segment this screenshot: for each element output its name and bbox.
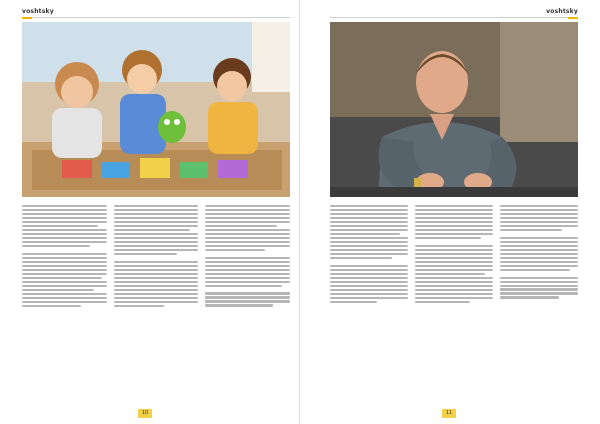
text-line xyxy=(415,301,470,303)
text-line xyxy=(500,281,578,283)
text-line xyxy=(114,245,199,247)
text-line xyxy=(500,229,562,231)
text-line xyxy=(330,209,408,211)
text-line xyxy=(114,285,199,287)
paragraph-break xyxy=(500,233,578,235)
text-line xyxy=(330,285,408,287)
header-rule xyxy=(330,17,578,18)
text-line xyxy=(205,265,290,267)
paragraph-break xyxy=(205,253,290,255)
text-line xyxy=(114,301,199,303)
page-number: 11 xyxy=(442,409,456,418)
text-line xyxy=(22,241,107,243)
article-photo-portrait xyxy=(330,22,578,197)
text-line xyxy=(22,217,107,219)
text-column xyxy=(330,205,408,303)
text-line xyxy=(114,277,199,279)
text-line xyxy=(205,221,290,223)
text-line xyxy=(22,205,107,207)
text-line xyxy=(500,249,578,251)
text-line xyxy=(415,273,485,275)
text-line xyxy=(330,253,408,255)
text-line xyxy=(22,281,107,283)
text-line xyxy=(415,253,493,255)
text-line xyxy=(415,257,493,259)
text-column xyxy=(415,205,493,303)
text-line xyxy=(330,293,408,295)
text-line xyxy=(500,221,578,223)
text-line xyxy=(205,281,290,283)
text-line xyxy=(415,285,493,287)
paragraph-break xyxy=(415,241,493,243)
text-line xyxy=(330,249,408,251)
text-line xyxy=(22,301,107,303)
text-line xyxy=(500,253,578,255)
text-line xyxy=(330,217,408,219)
magazine-title: voshtsky xyxy=(546,8,578,15)
text-line xyxy=(22,229,107,231)
text-line xyxy=(205,249,264,251)
text-line xyxy=(22,285,107,287)
text-line xyxy=(22,245,90,247)
text-line xyxy=(415,217,493,219)
portrait-photo-illustration xyxy=(330,22,578,197)
text-line xyxy=(114,205,199,207)
text-line xyxy=(114,229,190,231)
text-line xyxy=(330,213,408,215)
text-line xyxy=(500,288,578,290)
header-accent xyxy=(22,17,32,19)
text-line xyxy=(330,229,408,231)
text-line xyxy=(22,221,107,223)
text-column xyxy=(114,205,199,307)
paragraph-break xyxy=(330,261,408,263)
text-line xyxy=(22,273,107,275)
text-line xyxy=(22,305,81,307)
magazine-title: voshtsky xyxy=(22,8,54,15)
article-text-columns xyxy=(330,205,578,303)
children-photo-illustration xyxy=(22,22,290,197)
text-line xyxy=(330,265,408,267)
text-line xyxy=(114,217,199,219)
text-line xyxy=(114,273,199,275)
text-line xyxy=(114,221,199,223)
text-line xyxy=(114,281,199,283)
text-line xyxy=(330,269,408,271)
text-line xyxy=(205,300,290,302)
text-line xyxy=(205,261,290,263)
text-line xyxy=(114,241,199,243)
text-line xyxy=(500,205,578,207)
text-line xyxy=(500,217,578,219)
text-line xyxy=(22,237,107,239)
header-accent xyxy=(568,17,578,19)
text-line xyxy=(500,245,578,247)
text-line xyxy=(415,221,493,223)
text-line xyxy=(114,225,199,227)
text-line xyxy=(500,241,578,243)
text-line xyxy=(415,229,493,231)
text-line xyxy=(330,297,408,299)
text-line xyxy=(330,225,408,227)
text-line xyxy=(500,261,578,263)
text-line xyxy=(22,293,107,295)
text-line xyxy=(205,225,277,227)
text-line xyxy=(330,221,408,223)
text-line xyxy=(114,293,199,295)
text-line xyxy=(500,237,578,239)
text-line xyxy=(22,233,107,235)
text-line xyxy=(330,241,408,243)
text-line xyxy=(415,225,493,227)
text-line xyxy=(415,261,493,263)
text-line xyxy=(205,296,290,298)
text-line xyxy=(114,253,178,255)
text-line xyxy=(415,293,493,295)
text-line xyxy=(22,265,107,267)
text-line xyxy=(415,249,493,251)
paragraph-break xyxy=(500,273,578,275)
text-line xyxy=(500,209,578,211)
text-line xyxy=(415,209,493,211)
text-line xyxy=(205,241,290,243)
text-line xyxy=(415,289,493,291)
text-line xyxy=(205,277,290,279)
text-line xyxy=(415,265,493,267)
text-line xyxy=(330,237,408,239)
text-line xyxy=(22,257,107,259)
text-line xyxy=(22,209,107,211)
paragraph-break xyxy=(22,249,107,251)
text-line xyxy=(205,285,281,287)
paragraph-break xyxy=(205,289,290,291)
text-line xyxy=(330,273,408,275)
text-line xyxy=(114,209,199,211)
text-line xyxy=(205,229,290,231)
text-line xyxy=(22,225,98,227)
text-line xyxy=(330,205,408,207)
text-line xyxy=(205,213,290,215)
text-line xyxy=(22,277,102,279)
text-line xyxy=(22,297,107,299)
article-text-columns xyxy=(22,205,290,307)
text-line xyxy=(205,217,290,219)
header-rule xyxy=(22,17,290,18)
text-line xyxy=(330,281,408,283)
text-line xyxy=(114,249,199,251)
text-line xyxy=(205,209,290,211)
text-line xyxy=(330,289,408,291)
text-line xyxy=(114,269,199,271)
text-line xyxy=(205,237,290,239)
text-line xyxy=(500,277,578,279)
text-column xyxy=(205,205,290,307)
text-line xyxy=(500,292,578,294)
text-line xyxy=(114,305,165,307)
text-line xyxy=(500,225,578,227)
text-line xyxy=(415,233,493,235)
text-line xyxy=(114,261,199,263)
article-photo-children xyxy=(22,22,290,197)
text-line xyxy=(330,245,408,247)
text-line xyxy=(415,297,493,299)
text-line xyxy=(415,213,493,215)
text-line xyxy=(500,269,570,271)
text-line xyxy=(114,297,199,299)
text-line xyxy=(114,237,199,239)
text-line xyxy=(205,233,290,235)
text-line xyxy=(330,233,400,235)
text-line xyxy=(500,285,578,287)
text-line xyxy=(205,257,290,259)
text-line xyxy=(500,296,559,298)
text-line xyxy=(330,257,392,259)
text-column xyxy=(500,205,578,303)
text-line xyxy=(205,304,273,306)
text-line xyxy=(415,205,493,207)
text-line xyxy=(205,292,290,294)
text-line xyxy=(205,269,290,271)
text-line xyxy=(22,289,94,291)
text-line xyxy=(330,301,377,303)
text-line xyxy=(114,289,199,291)
text-line xyxy=(205,245,290,247)
right-page xyxy=(300,0,600,424)
text-line xyxy=(22,253,107,255)
paragraph-break xyxy=(114,257,199,259)
text-line xyxy=(500,265,578,267)
text-line xyxy=(114,265,199,267)
text-line xyxy=(415,237,481,239)
text-line xyxy=(22,269,107,271)
text-line xyxy=(415,281,493,283)
text-line xyxy=(500,257,578,259)
text-line xyxy=(114,233,199,235)
text-line xyxy=(415,245,493,247)
text-column xyxy=(22,205,107,307)
text-line xyxy=(205,273,290,275)
text-line xyxy=(415,269,493,271)
text-line xyxy=(114,213,199,215)
page-number: 10 xyxy=(138,409,152,418)
text-line xyxy=(330,277,408,279)
text-line xyxy=(415,277,493,279)
text-line xyxy=(500,213,578,215)
text-line xyxy=(22,261,107,263)
text-line xyxy=(22,213,107,215)
text-line xyxy=(205,205,290,207)
